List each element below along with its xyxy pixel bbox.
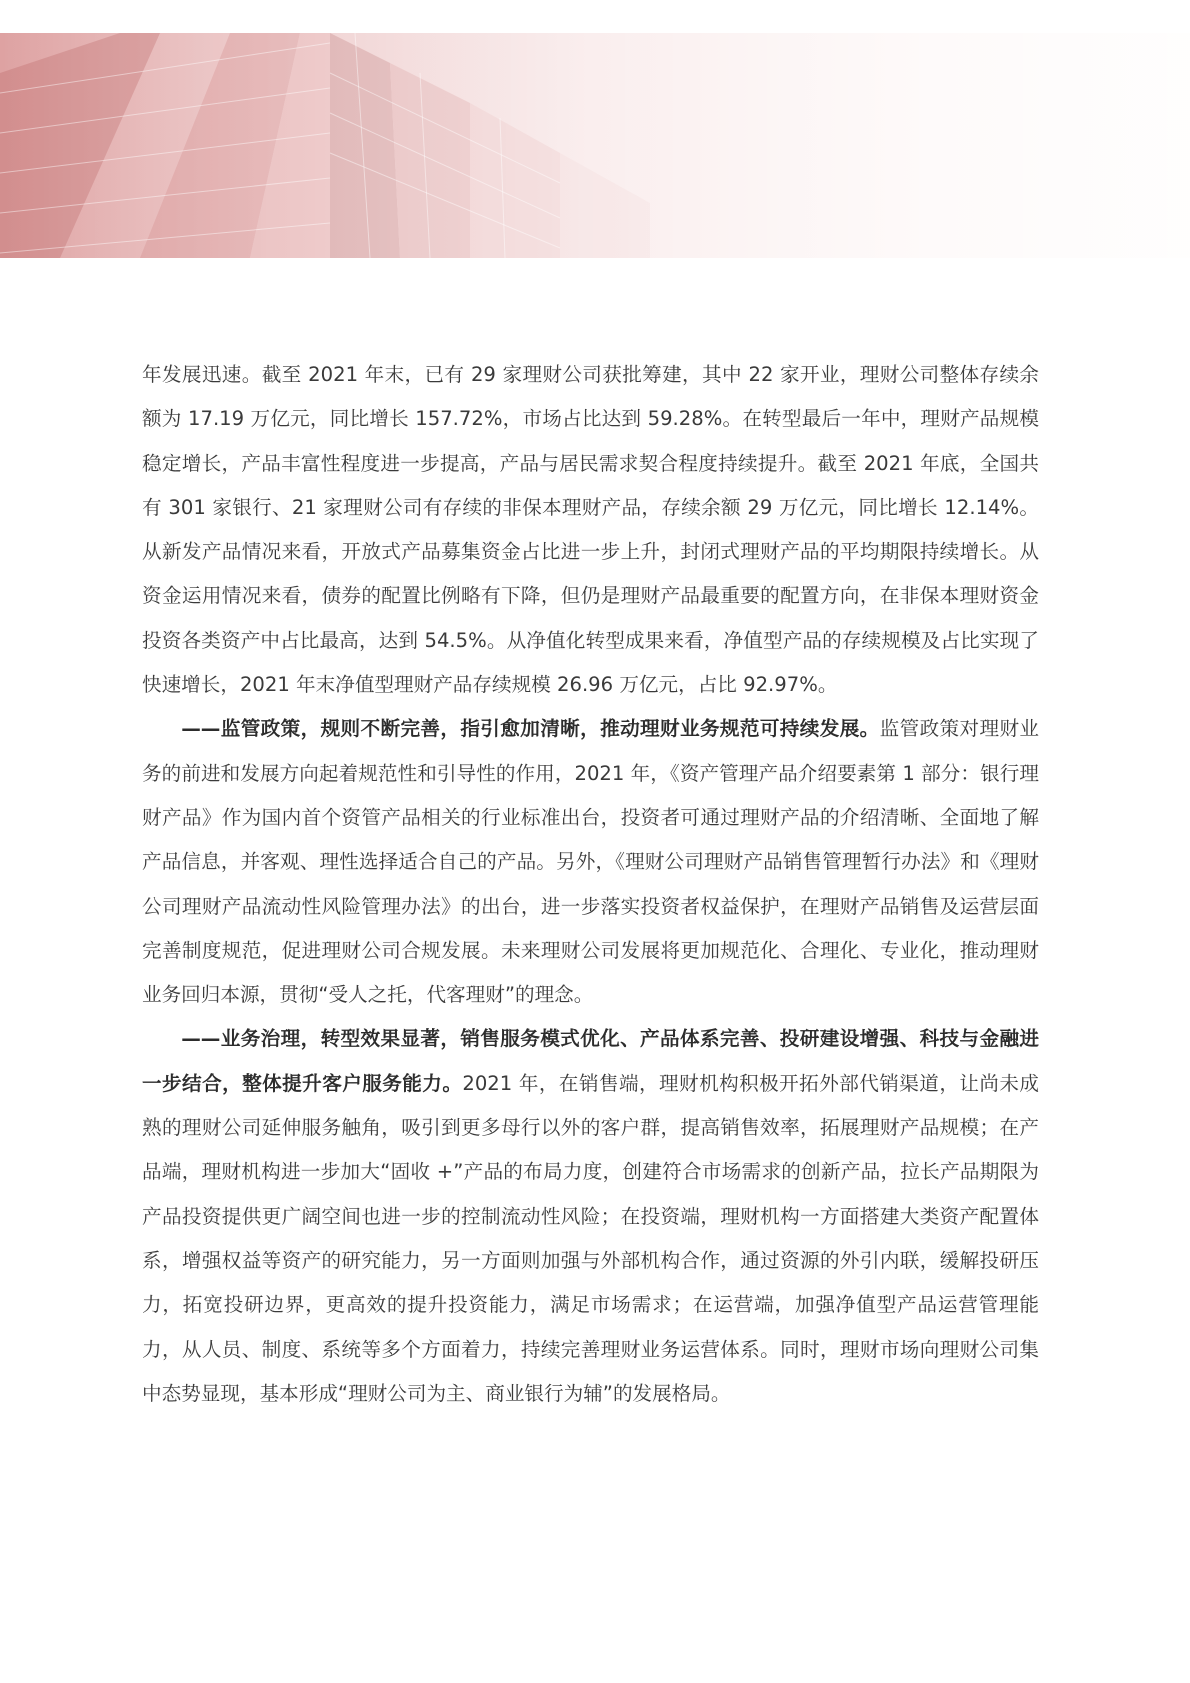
paragraph-market-overview — [142, 353, 1039, 707]
paragraph-text: 监管政策对理财业务的前进和发展方向起着规范性和引导性的作用，2021 年，《资产管理产品介绍要素第 1 部分：银行理财产品》作为国内首个资管产品相关的行业标准出台，投资者可通过理财产品的介绍清晰、全面地了解产品信息，并客观、理性选择适合自己的产品。另外，《理财公司理财产品销售管理暂行办法》和《理财公司理财产品流动性风险管理办法》的出台，进一步落实投资者权益保护，在理财产品销售及运营层面完善制度规范，促进理财公司合规发展。未来理财公司发展将更加规范化、合理化、专业化，推动理财业务回归本源，贯彻“受人之托，代客理财”的理念。 — [142, 717, 1039, 1007]
paragraph-lead: ——业务治理，转型效果显著，销售服务模式优化、产品体系完善、投研建设增强、科技与金融进一步结合，整体提升客户服务能力。 — [142, 1027, 1039, 1095]
paragraph-regulatory-policy — [142, 707, 1039, 1017]
paragraph-business-governance — [142, 1017, 1039, 1416]
article-body — [142, 353, 1039, 1416]
paragraph-text: 年发展迅速。截至 2021 年末，已有 29 家理财公司获批筹建，其中 22 家开业，理财公司整体存续余额为 17.19 万亿元，同比增长 157.72%，市场占比达到 59.28%。在转型最后一年中，理财产品规模稳定增长，产品丰富性程度进一步提高，产品与居民需求契合程度持续提升。截至 2021 年底，全国共有 301 家银行、21 家理财公司有存续的非保本理财产品，存续余额 29 万亿元，同比增长 12.14%。从新发产品情况来看，开放式产品募集资金占比进一步上升，封闭式理财产品的平均期限持续增长。从资金运用情况来看，债券的配置比例略有下降，但仍是理财产品最重要的配置方向，在非保本理财资金投资各类资产中占比最高，达到 54.5%。从净值化转型成果来看，净值型产品的存续规模及占比实现了快速增长，2021 年末净值型理财产品存续规模 26.96 万亿元，占比 92.97%。 — [142, 363, 1039, 697]
header-banner-image — [0, 33, 1190, 258]
paragraph-lead: ——监管政策，规则不断完善，指引愈加清晰，推动理财业务规范可持续发展。 — [181, 717, 880, 741]
skyscraper-illustration — [0, 33, 1190, 258]
paragraph-text: 2021 年，在销售端，理财机构积极开拓外部代销渠道，让尚未成熟的理财公司延伸服务触角，吸引到更多母行以外的客户群，提高销售效率，拓展理财产品规模；在产品端，理财机构进一步加大“固收 +”产品的布局力度，创建符合市场需求的创新产品，拉长产品期限为产品投资提供更广阔空间也进一步的控制流动性风险；在投资端，理财机构一方面搭建大类资产配置体系，增强权益等资产的研究能力，另一方面则加强与外部机构合作，通过资源的外引内联，缓解投研压力，拓宽投研边界，更高效的提升投资能力，满足市场需求；在运营端，加强净值型产品运营管理能力，从人员、制度、系统等多个方面着力，持续完善理财业务运营体系。同时，理财市场向理财公司集中态势显现，基本形成“理财公司为主、商业银行为辅”的发展格局。 — [142, 1071, 1040, 1405]
